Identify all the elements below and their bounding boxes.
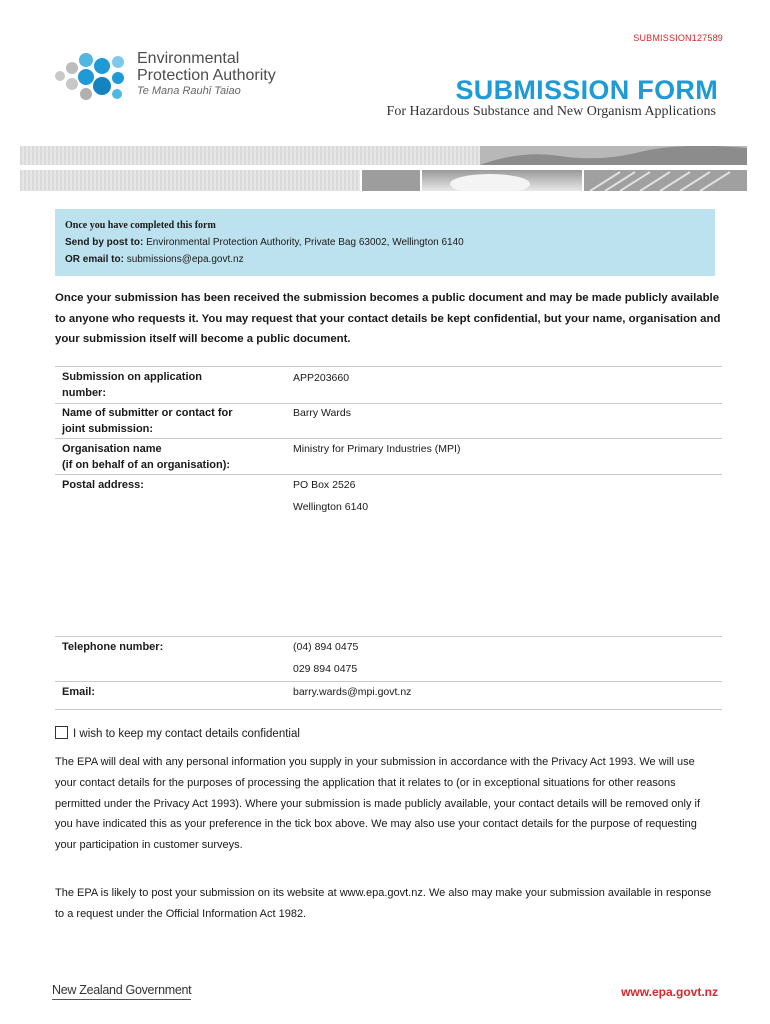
logo-dots-icon [52, 50, 132, 102]
application-row [55, 366, 722, 404]
postal-address-field[interactable]: PO Box 2526 Wellington 6140 [293, 479, 369, 513]
epa-logo [52, 46, 302, 106]
organisation-field[interactable]: Ministry for Primary Industries (MPI) [293, 443, 461, 455]
telephone-row [55, 637, 722, 682]
logo-line-2: Protection Authority [137, 67, 276, 84]
postal-row [55, 475, 722, 637]
name-field[interactable]: Barry Wards [293, 407, 351, 419]
confidential-checkbox[interactable] [55, 726, 68, 739]
footer-website-link[interactable]: www.epa.govt.nz [621, 985, 718, 999]
submission-id: SUBMISSION127589 [633, 33, 723, 43]
logo-line-1: Environmental [137, 50, 240, 67]
public-document-notice: Once your submission has been received the submission becomes a public document and may be made publicly available to anyone who requests it. You may request that your contact details be kept confidential, but your name, organisation and your submission itself will become a public document. [55, 292, 721, 345]
confidential-option[interactable] [55, 726, 300, 740]
logo-line-3: Te Mana Rauhī Taiao [137, 85, 241, 97]
name-row [55, 403, 722, 439]
application-number-field[interactable]: APP203660 [293, 372, 350, 384]
submission-email[interactable]: submissions@epa.govt.nz [126, 254, 244, 265]
form-subtitle: For Hazardous Substance and New Organism Applications [386, 104, 716, 119]
name-label: Name of submitter or contact for joint submission: [62, 407, 233, 435]
form-title: SUBMISSION FORM [455, 75, 718, 105]
website-paragraph: The EPA is likely to post your submission on its website at www.epa.govt.nz. We also may make your submission available in response to a request under the Official Information Act 1982. [55, 887, 712, 920]
nz-government-logo: New Zealand Government [52, 983, 192, 997]
email-row [55, 682, 722, 710]
decorative-banner [20, 146, 747, 191]
notice-heading: Once you have completed this form [65, 220, 216, 231]
application-label: Submission on application number: [62, 371, 202, 399]
telephone-label: Telephone number: [62, 641, 164, 653]
organisation-label: Organisation name (if on behalf of an organisation): [62, 443, 231, 471]
postal-label: Postal address: [62, 479, 144, 491]
confidential-label: I wish to keep my contact details confidential [73, 728, 300, 740]
email-label: OR email to: [65, 254, 124, 265]
privacy-paragraph: The EPA will deal with any personal information you supply in your submission in accordance with the Privacy Act 1993. We will use your contact details for the purposes of processing the application that it relates to (or in exceptional situations for other reasons permitted under the Privacy Act 1993). Where your submission is made publicly available, your contact details will be removed only if you have indicated this as your preference in the tick box above. We may also use your contact details for the purpose of requesting your participation in customer surveys. [55, 756, 701, 852]
telephone-field[interactable]: (04) 894 0475 029 894 0475 [293, 641, 359, 675]
post-label: Send by post to: [65, 237, 144, 248]
organisation-row [55, 439, 722, 475]
email-field[interactable]: barry.wards@mpi.govt.nz [293, 686, 412, 698]
post-address: Environmental Protection Authority, Private Bag 63002, Wellington 6140 [146, 237, 464, 248]
submission-instructions [55, 209, 715, 276]
email-field-label: Email: [62, 686, 96, 698]
